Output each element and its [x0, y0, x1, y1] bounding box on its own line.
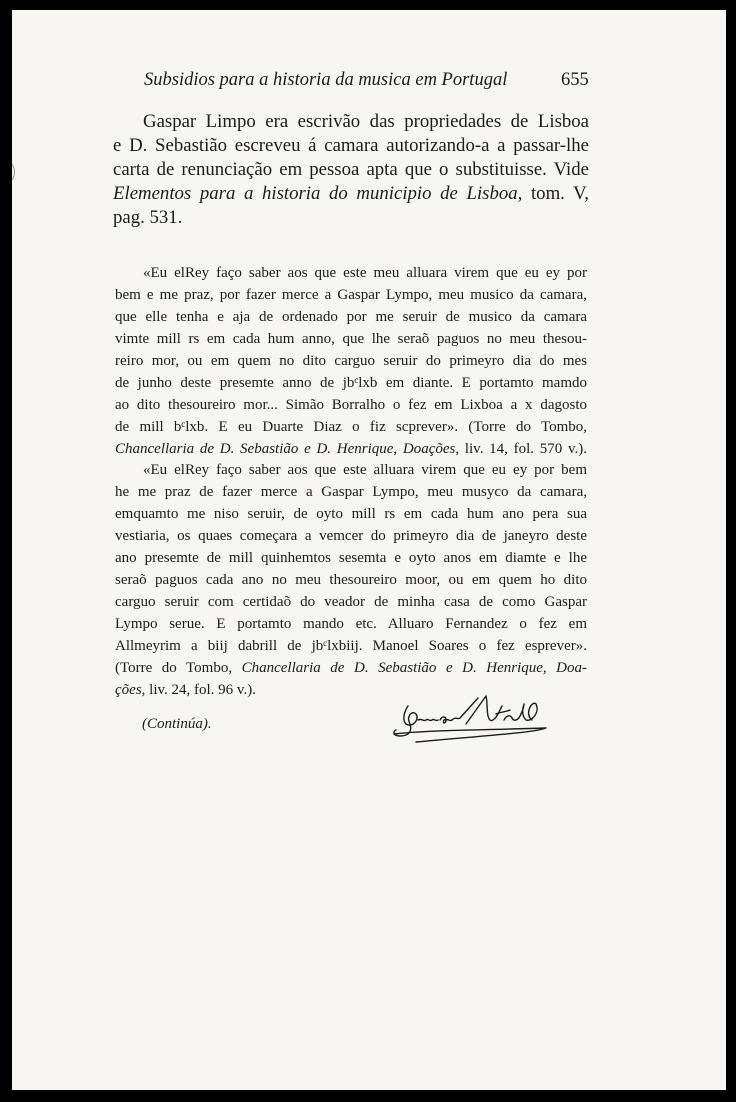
- quote-source-ref: liv. 14, fol. 570 v.).: [464, 441, 588, 457]
- quote-source-title: Chancellaria de D. Sebastião e D. Henrique, Doa-: [241, 660, 587, 676]
- intro-paragraph: [113, 110, 589, 230]
- quote-source-title: Chancellaria de D. Sebastião e D. Henrique, Doações,: [115, 441, 460, 457]
- quote-line: vestiaria, os quaes começara a vemcer do primeyro dia de janeyro deste: [115, 528, 587, 544]
- page-edge-mark: [12, 162, 18, 182]
- quote-line: ao dito thesoureiro mor... Simão Borralho o fez em Lixboa a x dagosto: [115, 397, 587, 413]
- quote-source-line: [115, 657, 587, 679]
- quote-line: seraõ paguos cada ano no meu thesoureiro moor, ou em quem ho dito: [115, 572, 587, 588]
- intro-line: carta de renunciação em pessoa apta que o substituisse. Vide: [113, 159, 589, 180]
- intro-citation-title: Elementos para a historia do municipio de Lisboa,: [113, 183, 523, 204]
- quote-block-1: [115, 262, 587, 460]
- quote-line: emquamto me niso seruir, de oyto mill rs em cada hum ano pera sua: [115, 506, 587, 522]
- intro-line: pag. 531.: [113, 207, 183, 228]
- quote-line: de junho deste presemte anno de jbᶜlxb em diante. E portamto mamdo: [115, 375, 587, 391]
- quote-line: «Eu elRey faço saber aos que este meu alluara virem que eu ey por: [143, 265, 587, 281]
- intro-citation-volume: tom. V,: [530, 183, 589, 204]
- document-page: [12, 10, 726, 1090]
- running-title: Subsidios para a historia da musica em Portugal: [144, 70, 508, 90]
- quote-source-title-end: ções,: [115, 682, 146, 698]
- quote-line: reiro mor, ou em quem no dito carguo seruir do primeyro dia do mes: [115, 353, 587, 369]
- intro-line: e D. Sebastião escreveu á camara autorizando-a a passar-lhe: [113, 135, 589, 156]
- quote-line: «Eu elRey faço saber aos que este alluara virem que eu ey por bem: [143, 462, 587, 478]
- quote-line: he me praz de fazer merce a Gaspar Lympo, meu musyco da camara,: [115, 484, 587, 500]
- quote-line: ano presemte de mill quinhemtos sesemta e oyto anos em diamte e lhe: [115, 550, 587, 566]
- quote-block-2: [115, 459, 587, 701]
- running-header: [12, 70, 726, 96]
- quote-line: bem e me praz, por fazer merce a Gaspar Lympo, meu musico da camara,: [115, 287, 587, 303]
- continua-note: (Continúa).: [142, 716, 212, 732]
- intro-line-citation: [113, 182, 589, 206]
- quote-source-line: [115, 438, 587, 460]
- quote-line: que elle tenha e aja de ordenado por me seruir de musico da camara: [115, 309, 587, 325]
- quote-source-prefix: (Torre do Tombo,: [115, 660, 233, 676]
- page-number: 655: [561, 70, 589, 90]
- quote-line: Allmeyrim a biij dabrill de jbᶜlxbiij. Manoel Soares o fez esprever».: [115, 638, 587, 654]
- quote-line: vimte mill rs em cada hum anno, que lhe seraõ paguos no meu thesou-: [115, 331, 587, 347]
- quote-line: carguo seruir com certidaõ do veador de minha casa de como Gaspar: [115, 594, 587, 610]
- quote-line: Lympo serue. E portamto mando etc. Alluaro Fernandez o fez em: [115, 616, 587, 632]
- intro-line: Gaspar Limpo era escrivão das propriedades de Lisboa: [143, 111, 589, 132]
- quote-source-ref: liv. 24, fol. 96 v.).: [149, 682, 256, 698]
- quote-line: de mill bᶜlxb. E eu Duarte Diaz o fiz scprever». (Torre do Tombo,: [115, 419, 587, 435]
- author-signature: [386, 690, 566, 760]
